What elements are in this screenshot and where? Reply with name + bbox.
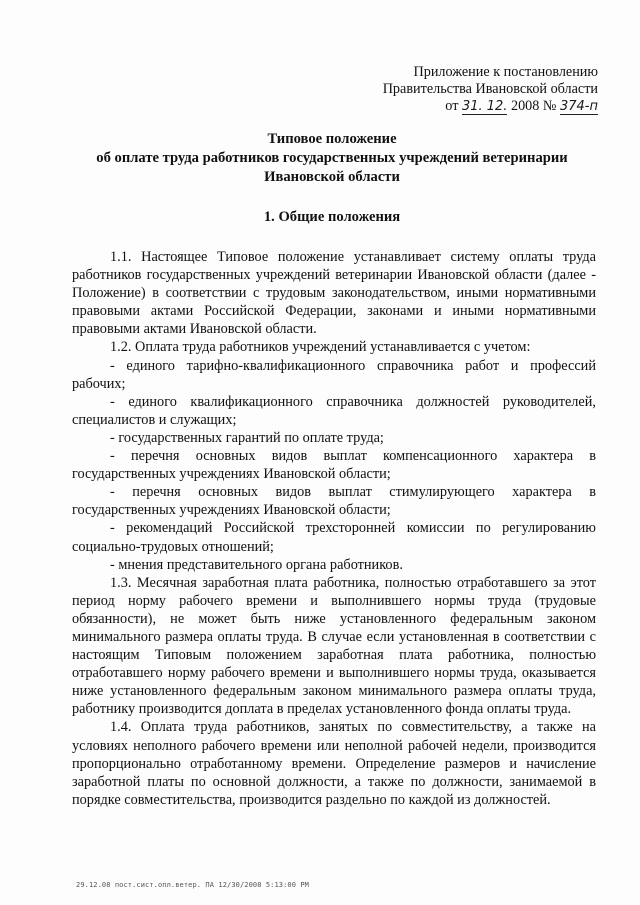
list-item: - государственных гарантий по оплате труда; <box>110 429 384 446</box>
section-heading: 1. Общие положения <box>263 209 401 225</box>
appendix-line-2: Правительства Ивановской области <box>382 81 598 97</box>
title-line-1: Типовое положение <box>267 131 397 147</box>
from-label: от <box>445 98 459 114</box>
list-item: - перечня основных видов выплат стимулирующего характера в государственных учреждениях Ивановской области; <box>72 484 596 519</box>
list-item: - рекомендаций Российской трехсторонней комиссии по регулированию социально-трудовых отношений; <box>72 520 596 555</box>
list-item: - единого квалификационного справочника должностей руководителей, специалистов и служащих; <box>72 393 596 428</box>
year-label: 2008 № <box>510 98 557 114</box>
appendix-line-3 <box>338 98 598 115</box>
list-item: - мнения представительного органа работников. <box>110 556 403 573</box>
appendix-line-1: Приложение к постановлению <box>413 64 598 80</box>
handwritten-number: 374-п <box>559 99 598 114</box>
section-body <box>72 248 596 809</box>
file-footer: 29.12.08 пост.сист.опл.ветер. ПА 12/30/2008 5:13:00 PM <box>76 881 309 889</box>
paragraph-1-4: 1.4. Оплата труда работников, занятых по совместительству, а также на условиях неполного рабочего времени или неполной рабочей недели, производится пропорционально отработанному времени. Определение размеров и начисление заработной платы по основной должности, а также по должности, занимаемой в порядке совместительства, производится раздельно по каждой из должностей. <box>72 719 596 808</box>
paragraph-1-1: 1.1. Настоящее Типовое положение устанавливает систему оплаты труда работников государственных учреждений ветеринарии Ивановской области (далее - Положение) в соответствии с трудовым законодательством, иными нормативными правовыми актами Российской Федерации, законами и иными нормативными правовыми актами Ивановской области. <box>72 249 596 338</box>
handwritten-date: 31. 12. <box>461 99 508 114</box>
title-line-3: Ивановской области <box>264 169 400 185</box>
paragraph-1-2: 1.2. Оплата труда работников учреждений устанавливается с учетом: <box>110 339 531 356</box>
list-item: - перечня основных видов выплат компенсационного характера в государственных учреждениях Ивановской области; <box>72 448 596 483</box>
list-item: - единого тарифно-квалификационного справочника работ и профессий рабочих; <box>72 357 596 392</box>
title-line-2: об оплате труда работников государственных учреждений ветеринарии <box>96 150 568 166</box>
paragraph-1-3: 1.3. Месячная заработная плата работника, полностью отработавшего за этот период норму рабочего времени и выполнившего нормы труда (трудовые обязанности), не может быть ниже установленного федеральным законом минимального размера оплаты труда. В случае если установленная в соответствии с настоящим Типовым положением заработная плата работника, полностью отработавшего норму рабочего времени и выполнившего нормы труда, оказывается ниже установленного федеральным законом минимального размера оплаты труда, работнику производится доплата в пределах установленного фонда оплаты труда. <box>72 574 596 718</box>
document-title <box>62 130 602 187</box>
appendix-header <box>338 64 598 115</box>
